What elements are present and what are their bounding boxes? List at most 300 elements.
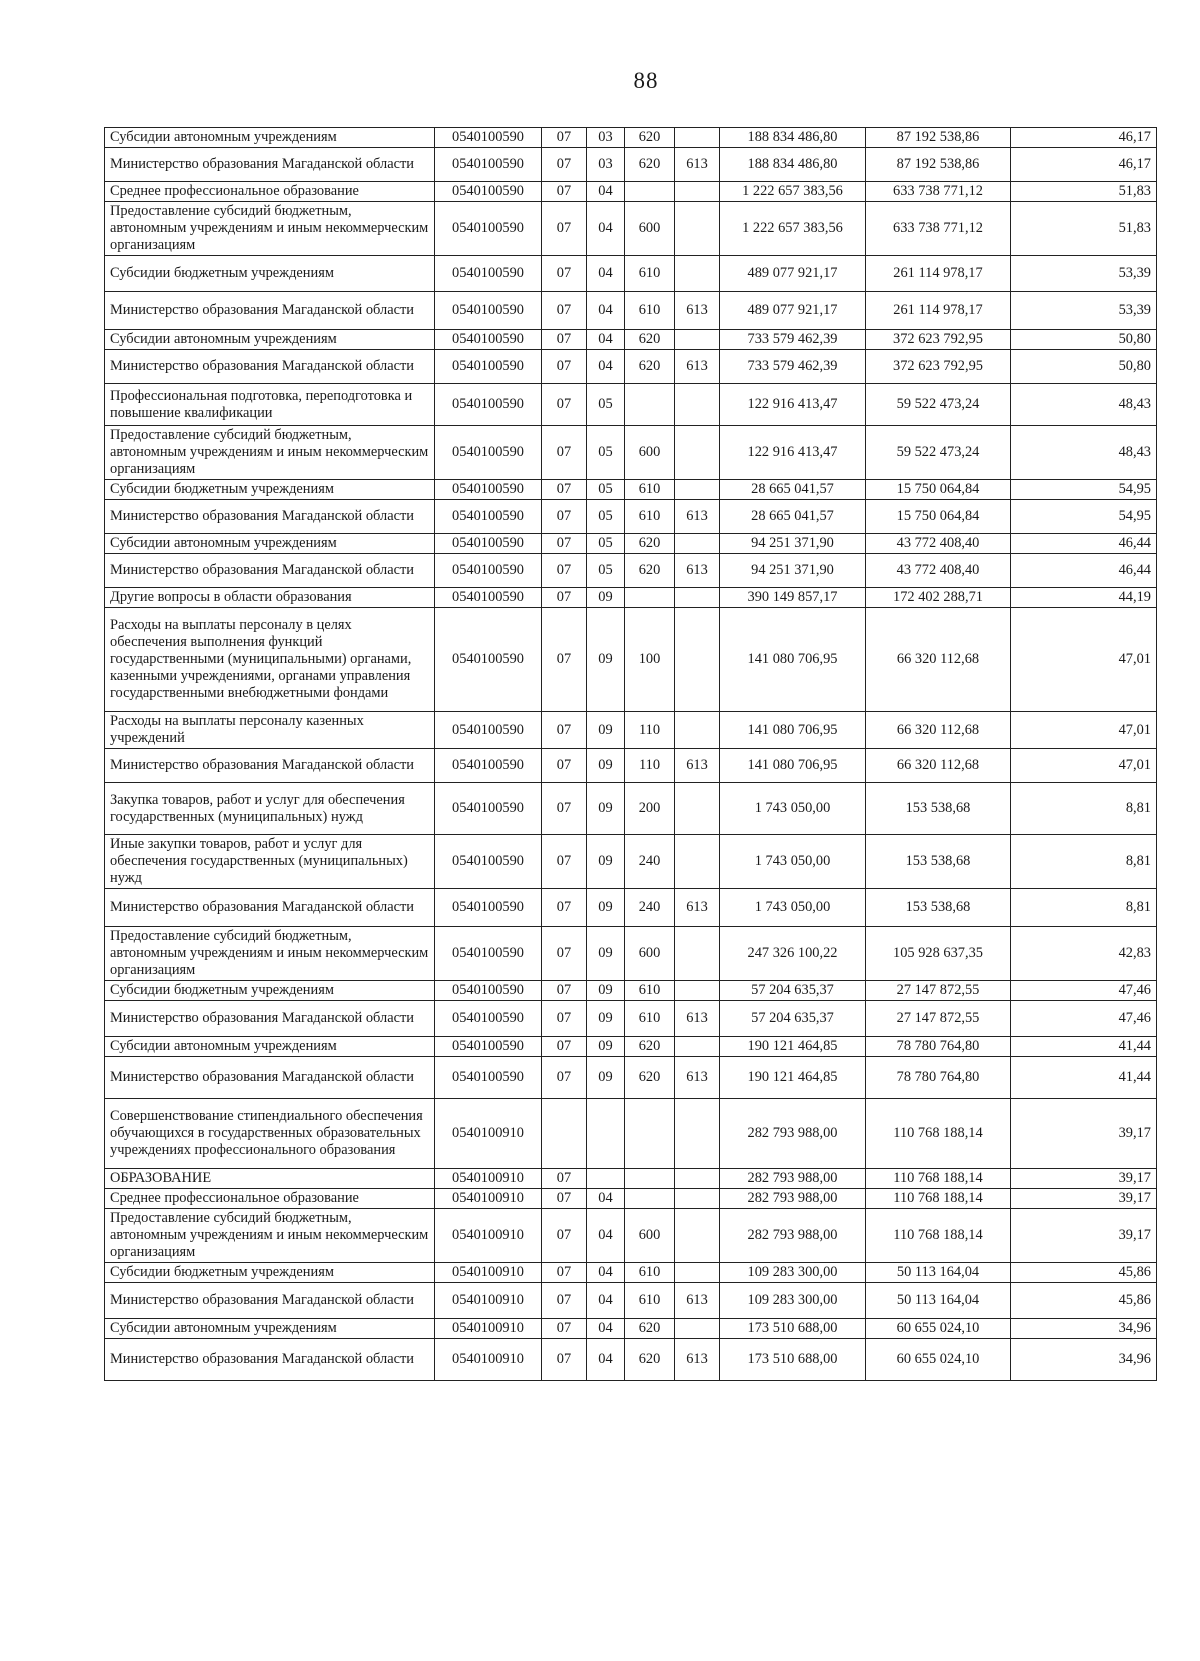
cell-executed: 60 655 024,10 — [866, 1319, 1011, 1339]
cell-sec: 07 — [542, 256, 587, 292]
cell-pct: 54,95 — [1011, 500, 1157, 534]
cell-adm — [675, 783, 720, 835]
cell-executed: 59 522 473,24 — [866, 384, 1011, 426]
cell-executed: 66 320 112,68 — [866, 749, 1011, 783]
cell-adm: 613 — [675, 889, 720, 927]
cell-pct: 50,80 — [1011, 330, 1157, 350]
cell-sec: 07 — [542, 1189, 587, 1209]
cell-vr: 110 — [625, 749, 675, 783]
cell-sub: 04 — [587, 1283, 625, 1319]
cell-planned: 122 916 413,47 — [720, 426, 866, 480]
cell-name: Министерство образования Магаданской области — [105, 1057, 435, 1099]
cell-sub: 04 — [587, 1209, 625, 1263]
cell-executed: 153 538,68 — [866, 835, 1011, 889]
table-row — [105, 1263, 1157, 1283]
cell-name: Субсидии автономным учреждениям — [105, 330, 435, 350]
cell-sub: 05 — [587, 480, 625, 500]
cell-planned: 282 793 988,00 — [720, 1099, 866, 1169]
cell-executed: 59 522 473,24 — [866, 426, 1011, 480]
cell-name: Среднее профессиональное образование — [105, 182, 435, 202]
cell-sec: 07 — [542, 384, 587, 426]
table-row — [105, 1099, 1157, 1169]
cell-executed: 87 192 538,86 — [866, 128, 1011, 148]
cell-pct: 8,81 — [1011, 889, 1157, 927]
cell-planned: 489 077 921,17 — [720, 292, 866, 330]
cell-executed: 60 655 024,10 — [866, 1339, 1011, 1381]
cell-sub: 09 — [587, 608, 625, 712]
table-row — [105, 1001, 1157, 1037]
cell-name: Министерство образования Магаданской области — [105, 500, 435, 534]
table-row — [105, 182, 1157, 202]
cell-csr: 0540100590 — [435, 783, 542, 835]
cell-sub: 09 — [587, 981, 625, 1001]
cell-sub: 09 — [587, 749, 625, 783]
cell-name: Закупка товаров, работ и услуг для обеспечения государственных (муниципальных) нужд — [105, 783, 435, 835]
table-row — [105, 835, 1157, 889]
table-row — [105, 1189, 1157, 1209]
table-row — [105, 1339, 1157, 1381]
cell-csr: 0540100590 — [435, 384, 542, 426]
cell-planned: 173 510 688,00 — [720, 1319, 866, 1339]
cell-executed: 633 738 771,12 — [866, 202, 1011, 256]
cell-sec: 07 — [542, 749, 587, 783]
cell-planned: 57 204 635,37 — [720, 1001, 866, 1037]
cell-csr: 0540100590 — [435, 500, 542, 534]
cell-csr: 0540100590 — [435, 927, 542, 981]
cell-name: Профессиональная подготовка, переподготовка и повышение квалификации — [105, 384, 435, 426]
cell-executed: 153 538,68 — [866, 783, 1011, 835]
cell-vr: 600 — [625, 426, 675, 480]
cell-executed: 172 402 288,71 — [866, 588, 1011, 608]
cell-name: Субсидии бюджетным учреждениям — [105, 981, 435, 1001]
table-row — [105, 534, 1157, 554]
cell-sec: 07 — [542, 330, 587, 350]
cell-csr: 0540100590 — [435, 330, 542, 350]
cell-sub: 04 — [587, 256, 625, 292]
cell-adm: 613 — [675, 1283, 720, 1319]
cell-planned: 109 283 300,00 — [720, 1283, 866, 1319]
table-row — [105, 889, 1157, 927]
cell-pct: 39,17 — [1011, 1189, 1157, 1209]
cell-adm — [675, 330, 720, 350]
cell-csr: 0540100910 — [435, 1209, 542, 1263]
cell-vr: 610 — [625, 292, 675, 330]
cell-csr: 0540100910 — [435, 1339, 542, 1381]
cell-pct: 46,17 — [1011, 128, 1157, 148]
cell-name: Предоставление субсидий бюджетным, автономным учреждениям и иным некоммерческим организациям — [105, 927, 435, 981]
cell-pct: 47,46 — [1011, 1001, 1157, 1037]
cell-name: Расходы на выплаты персоналу в целях обеспечения выполнения функций государственными (муниципальными) органами, казенными учреждениями, органами управления государственными внебюджетными фондами — [105, 608, 435, 712]
cell-name: Совершенствование стипендиального обеспечения обучающихся в государственных образовательных учреждениях профессионального образования — [105, 1099, 435, 1169]
cell-pct: 45,86 — [1011, 1263, 1157, 1283]
cell-sec: 07 — [542, 350, 587, 384]
cell-pct: 46,17 — [1011, 148, 1157, 182]
cell-sub — [587, 1169, 625, 1189]
cell-csr: 0540100910 — [435, 1283, 542, 1319]
cell-adm: 613 — [675, 554, 720, 588]
cell-csr: 0540100590 — [435, 480, 542, 500]
cell-sub: 09 — [587, 588, 625, 608]
cell-name: Министерство образования Магаданской области — [105, 1339, 435, 1381]
cell-pct: 34,96 — [1011, 1339, 1157, 1381]
cell-pct: 41,44 — [1011, 1037, 1157, 1057]
cell-planned: 28 665 041,57 — [720, 500, 866, 534]
cell-planned: 94 251 371,90 — [720, 554, 866, 588]
table-row — [105, 426, 1157, 480]
cell-adm — [675, 480, 720, 500]
cell-planned: 1 222 657 383,56 — [720, 202, 866, 256]
cell-executed: 27 147 872,55 — [866, 981, 1011, 1001]
cell-sec: 07 — [542, 608, 587, 712]
cell-name: Министерство образования Магаданской области — [105, 1283, 435, 1319]
cell-adm: 613 — [675, 350, 720, 384]
cell-adm — [675, 1319, 720, 1339]
cell-executed: 261 114 978,17 — [866, 256, 1011, 292]
cell-pct: 8,81 — [1011, 783, 1157, 835]
cell-executed: 78 780 764,80 — [866, 1037, 1011, 1057]
cell-pct: 47,01 — [1011, 712, 1157, 749]
table-row — [105, 1209, 1157, 1263]
cell-sec: 07 — [542, 1209, 587, 1263]
cell-sub: 09 — [587, 712, 625, 749]
cell-adm — [675, 202, 720, 256]
cell-adm — [675, 128, 720, 148]
cell-vr: 240 — [625, 835, 675, 889]
cell-planned: 94 251 371,90 — [720, 534, 866, 554]
table-row — [105, 554, 1157, 588]
cell-planned: 122 916 413,47 — [720, 384, 866, 426]
cell-sec: 07 — [542, 554, 587, 588]
cell-csr: 0540100590 — [435, 712, 542, 749]
cell-sub: 09 — [587, 889, 625, 927]
cell-csr: 0540100590 — [435, 256, 542, 292]
cell-executed: 105 928 637,35 — [866, 927, 1011, 981]
cell-csr: 0540100590 — [435, 835, 542, 889]
cell-pct: 45,86 — [1011, 1283, 1157, 1319]
cell-vr: 600 — [625, 202, 675, 256]
cell-planned: 282 793 988,00 — [720, 1169, 866, 1189]
cell-sec: 07 — [542, 712, 587, 749]
cell-name: Министерство образования Магаданской области — [105, 292, 435, 330]
cell-planned: 173 510 688,00 — [720, 1339, 866, 1381]
cell-csr: 0540100590 — [435, 588, 542, 608]
cell-executed: 261 114 978,17 — [866, 292, 1011, 330]
cell-sec: 07 — [542, 889, 587, 927]
cell-vr: 620 — [625, 148, 675, 182]
cell-csr: 0540100910 — [435, 1319, 542, 1339]
cell-vr — [625, 1169, 675, 1189]
cell-csr: 0540100590 — [435, 749, 542, 783]
cell-sec: 07 — [542, 835, 587, 889]
cell-adm: 613 — [675, 749, 720, 783]
cell-sec: 07 — [542, 1319, 587, 1339]
cell-adm — [675, 384, 720, 426]
cell-adm — [675, 1263, 720, 1283]
cell-adm: 613 — [675, 1339, 720, 1381]
cell-adm — [675, 1169, 720, 1189]
cell-planned: 282 793 988,00 — [720, 1189, 866, 1209]
cell-csr: 0540100590 — [435, 981, 542, 1001]
cell-csr: 0540100590 — [435, 350, 542, 384]
cell-sec: 07 — [542, 1283, 587, 1319]
cell-sec: 07 — [542, 588, 587, 608]
cell-pct: 53,39 — [1011, 256, 1157, 292]
cell-vr: 610 — [625, 1283, 675, 1319]
cell-sub: 09 — [587, 1001, 625, 1037]
cell-planned: 109 283 300,00 — [720, 1263, 866, 1283]
table-row — [105, 128, 1157, 148]
cell-pct: 44,19 — [1011, 588, 1157, 608]
cell-planned: 57 204 635,37 — [720, 981, 866, 1001]
table-row — [105, 350, 1157, 384]
cell-vr: 620 — [625, 1037, 675, 1057]
cell-csr: 0540100590 — [435, 534, 542, 554]
cell-planned: 190 121 464,85 — [720, 1037, 866, 1057]
cell-name: Министерство образования Магаданской области — [105, 148, 435, 182]
cell-name: Субсидии автономным учреждениям — [105, 1319, 435, 1339]
cell-vr — [625, 384, 675, 426]
cell-sub: 05 — [587, 500, 625, 534]
cell-sub: 04 — [587, 1189, 625, 1209]
cell-executed: 153 538,68 — [866, 889, 1011, 927]
cell-pct: 39,17 — [1011, 1209, 1157, 1263]
cell-vr: 100 — [625, 608, 675, 712]
cell-adm: 613 — [675, 500, 720, 534]
cell-name: Министерство образования Магаданской области — [105, 889, 435, 927]
cell-name: ОБРАЗОВАНИЕ — [105, 1169, 435, 1189]
cell-executed: 110 768 188,14 — [866, 1209, 1011, 1263]
table-row — [105, 927, 1157, 981]
cell-sub: 03 — [587, 128, 625, 148]
cell-pct: 47,01 — [1011, 749, 1157, 783]
cell-vr: 620 — [625, 350, 675, 384]
cell-vr — [625, 1099, 675, 1169]
cell-sub: 05 — [587, 426, 625, 480]
cell-sec: 07 — [542, 480, 587, 500]
cell-sec: 07 — [542, 148, 587, 182]
cell-executed: 110 768 188,14 — [866, 1189, 1011, 1209]
cell-csr: 0540100590 — [435, 148, 542, 182]
table-row — [105, 749, 1157, 783]
table-row — [105, 480, 1157, 500]
cell-vr: 610 — [625, 480, 675, 500]
cell-sub: 03 — [587, 148, 625, 182]
table-row — [105, 500, 1157, 534]
cell-name: Субсидии автономным учреждениям — [105, 1037, 435, 1057]
cell-sub: 04 — [587, 350, 625, 384]
cell-csr: 0540100590 — [435, 1037, 542, 1057]
cell-name: Иные закупки товаров, работ и услуг для обеспечения государственных (муниципальных) нужд — [105, 835, 435, 889]
cell-executed: 66 320 112,68 — [866, 608, 1011, 712]
cell-executed: 43 772 408,40 — [866, 534, 1011, 554]
cell-adm: 613 — [675, 1057, 720, 1099]
cell-executed: 15 750 064,84 — [866, 500, 1011, 534]
cell-sub: 09 — [587, 1037, 625, 1057]
cell-vr — [625, 182, 675, 202]
cell-pct: 51,83 — [1011, 202, 1157, 256]
cell-sec: 07 — [542, 927, 587, 981]
cell-csr: 0540100590 — [435, 1001, 542, 1037]
cell-adm — [675, 1209, 720, 1263]
cell-sec: 07 — [542, 1057, 587, 1099]
cell-sec: 07 — [542, 1001, 587, 1037]
cell-name: Предоставление субсидий бюджетным, автономным учреждениям и иным некоммерческим организациям — [105, 202, 435, 256]
cell-sub: 05 — [587, 384, 625, 426]
table-row — [105, 783, 1157, 835]
cell-planned: 1 743 050,00 — [720, 783, 866, 835]
cell-vr: 610 — [625, 981, 675, 1001]
cell-executed: 87 192 538,86 — [866, 148, 1011, 182]
table-row — [105, 981, 1157, 1001]
cell-pct: 47,46 — [1011, 981, 1157, 1001]
cell-sec: 07 — [542, 426, 587, 480]
cell-sub — [587, 1099, 625, 1169]
cell-executed: 27 147 872,55 — [866, 1001, 1011, 1037]
table-row — [105, 712, 1157, 749]
cell-pct: 34,96 — [1011, 1319, 1157, 1339]
cell-sec: 07 — [542, 1339, 587, 1381]
cell-vr: 620 — [625, 1057, 675, 1099]
cell-adm — [675, 588, 720, 608]
cell-sec: 07 — [542, 292, 587, 330]
cell-adm — [675, 981, 720, 1001]
cell-name: Субсидии бюджетным учреждениям — [105, 1263, 435, 1283]
cell-name: Субсидии автономным учреждениям — [105, 534, 435, 554]
table-row — [105, 330, 1157, 350]
cell-adm: 613 — [675, 148, 720, 182]
cell-adm — [675, 1099, 720, 1169]
cell-adm — [675, 182, 720, 202]
cell-executed: 15 750 064,84 — [866, 480, 1011, 500]
cell-executed: 50 113 164,04 — [866, 1263, 1011, 1283]
cell-vr: 620 — [625, 330, 675, 350]
cell-csr: 0540100910 — [435, 1189, 542, 1209]
cell-vr — [625, 1189, 675, 1209]
cell-vr: 610 — [625, 1263, 675, 1283]
cell-csr: 0540100590 — [435, 128, 542, 148]
cell-planned: 1 222 657 383,56 — [720, 182, 866, 202]
cell-name: Субсидии бюджетным учреждениям — [105, 480, 435, 500]
cell-sec: 07 — [542, 182, 587, 202]
cell-name: Министерство образования Магаданской области — [105, 1001, 435, 1037]
budget-table — [104, 127, 1157, 1381]
cell-sub: 04 — [587, 1319, 625, 1339]
cell-name: Среднее профессиональное образование — [105, 1189, 435, 1209]
cell-csr: 0540100590 — [435, 1057, 542, 1099]
cell-planned: 1 743 050,00 — [720, 835, 866, 889]
cell-executed: 372 623 792,95 — [866, 330, 1011, 350]
cell-csr: 0540100590 — [435, 554, 542, 588]
table-row — [105, 384, 1157, 426]
cell-vr: 600 — [625, 1209, 675, 1263]
cell-planned: 188 834 486,80 — [720, 148, 866, 182]
cell-name: Предоставление субсидий бюджетным, автономным учреждениям и иным некоммерческим организациям — [105, 1209, 435, 1263]
cell-sub: 09 — [587, 835, 625, 889]
table-row — [105, 1037, 1157, 1057]
cell-planned: 141 080 706,95 — [720, 712, 866, 749]
cell-planned: 190 121 464,85 — [720, 1057, 866, 1099]
cell-planned: 733 579 462,39 — [720, 350, 866, 384]
cell-pct: 54,95 — [1011, 480, 1157, 500]
cell-planned: 733 579 462,39 — [720, 330, 866, 350]
cell-adm — [675, 835, 720, 889]
cell-sub: 09 — [587, 1057, 625, 1099]
cell-name: Другие вопросы в области образования — [105, 588, 435, 608]
cell-adm — [675, 1037, 720, 1057]
cell-sec: 07 — [542, 534, 587, 554]
cell-sec — [542, 1099, 587, 1169]
cell-adm — [675, 608, 720, 712]
cell-csr: 0540100590 — [435, 889, 542, 927]
cell-csr: 0540100910 — [435, 1099, 542, 1169]
cell-executed: 50 113 164,04 — [866, 1283, 1011, 1319]
cell-adm: 613 — [675, 1001, 720, 1037]
cell-planned: 489 077 921,17 — [720, 256, 866, 292]
cell-sub: 04 — [587, 182, 625, 202]
cell-sec: 07 — [542, 500, 587, 534]
cell-executed: 110 768 188,14 — [866, 1099, 1011, 1169]
cell-planned: 28 665 041,57 — [720, 480, 866, 500]
cell-adm — [675, 927, 720, 981]
table-row — [105, 148, 1157, 182]
table-row — [105, 1169, 1157, 1189]
cell-executed: 110 768 188,14 — [866, 1169, 1011, 1189]
cell-pct: 48,43 — [1011, 426, 1157, 480]
cell-executed: 78 780 764,80 — [866, 1057, 1011, 1099]
cell-sub: 04 — [587, 202, 625, 256]
table-row — [105, 1057, 1157, 1099]
cell-planned: 141 080 706,95 — [720, 608, 866, 712]
cell-csr: 0540100910 — [435, 1263, 542, 1283]
cell-sub: 04 — [587, 330, 625, 350]
cell-pct: 53,39 — [1011, 292, 1157, 330]
cell-pct: 39,17 — [1011, 1169, 1157, 1189]
cell-name: Расходы на выплаты персоналу казенных учреждений — [105, 712, 435, 749]
cell-pct: 50,80 — [1011, 350, 1157, 384]
cell-sec: 07 — [542, 1263, 587, 1283]
cell-vr: 620 — [625, 554, 675, 588]
cell-adm — [675, 534, 720, 554]
cell-vr: 620 — [625, 128, 675, 148]
cell-name: Субсидии автономным учреждениям — [105, 128, 435, 148]
cell-pct: 42,83 — [1011, 927, 1157, 981]
cell-sec: 07 — [542, 128, 587, 148]
cell-vr: 600 — [625, 927, 675, 981]
cell-sec: 07 — [542, 202, 587, 256]
cell-vr: 620 — [625, 1319, 675, 1339]
table-row — [105, 202, 1157, 256]
cell-sub: 05 — [587, 554, 625, 588]
cell-adm — [675, 256, 720, 292]
cell-name: Министерство образования Магаданской области — [105, 749, 435, 783]
cell-vr: 200 — [625, 783, 675, 835]
cell-sec: 07 — [542, 1037, 587, 1057]
cell-vr: 620 — [625, 534, 675, 554]
page-number: 88 — [633, 68, 659, 93]
table-row — [105, 1319, 1157, 1339]
cell-executed: 66 320 112,68 — [866, 712, 1011, 749]
cell-name: Министерство образования Магаданской области — [105, 350, 435, 384]
cell-planned: 141 080 706,95 — [720, 749, 866, 783]
cell-sub: 04 — [587, 1339, 625, 1381]
cell-adm: 613 — [675, 292, 720, 330]
cell-planned: 1 743 050,00 — [720, 889, 866, 927]
cell-vr: 110 — [625, 712, 675, 749]
cell-planned: 188 834 486,80 — [720, 128, 866, 148]
cell-vr: 620 — [625, 1339, 675, 1381]
cell-sub: 09 — [587, 927, 625, 981]
cell-sec: 07 — [542, 1169, 587, 1189]
